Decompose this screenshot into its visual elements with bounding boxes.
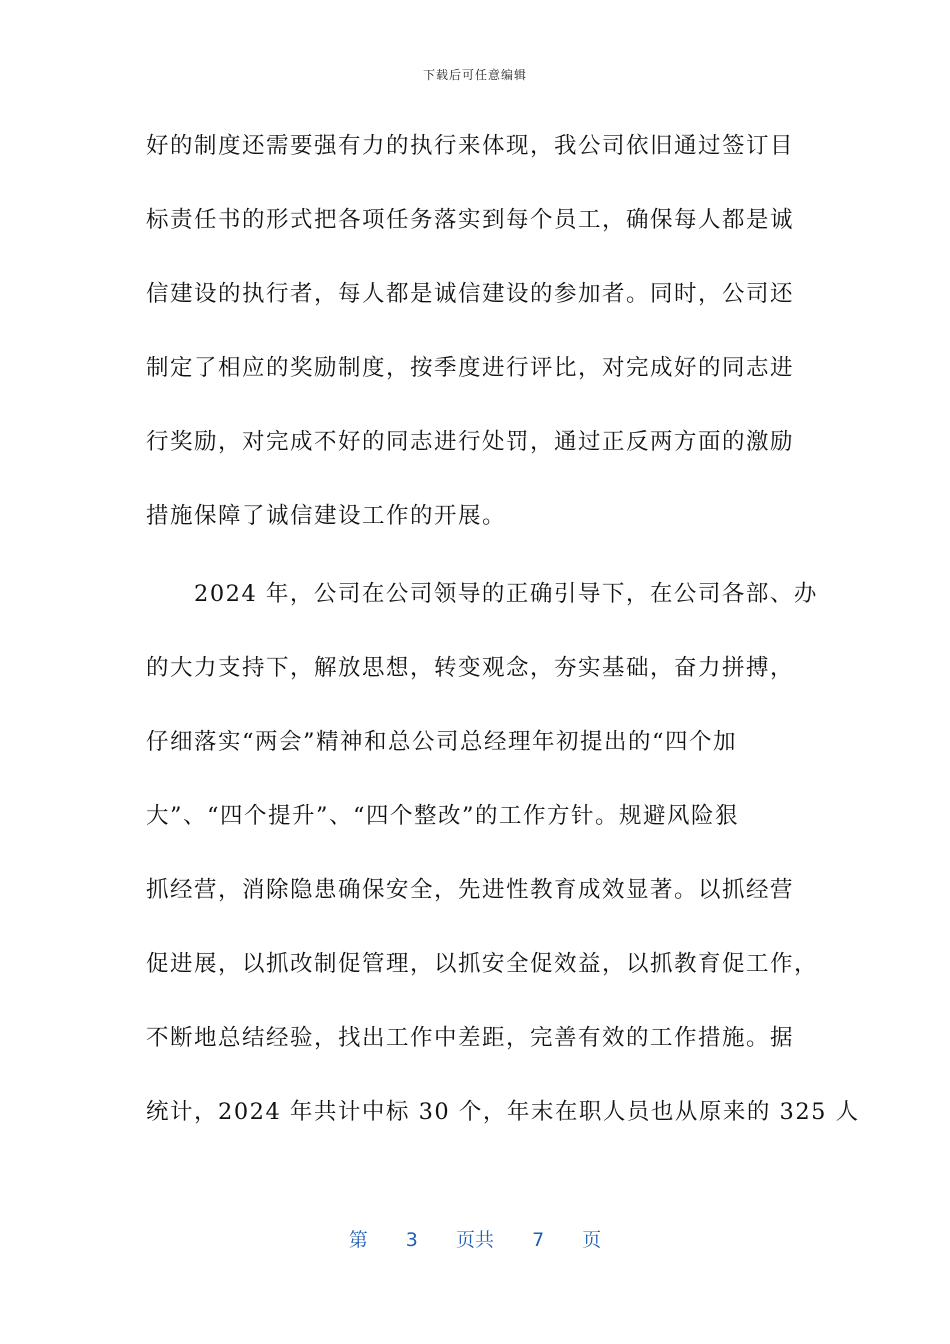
footer-middle: 页共 bbox=[455, 1229, 494, 1251]
total-page-count: 7 bbox=[532, 1229, 545, 1251]
page-footer bbox=[0, 1225, 950, 1252]
text-line: 好的制度还需要强有力的执行来体现，我公司依旧通过签订目 bbox=[146, 133, 795, 159]
page-header: 下载后可任意编辑 bbox=[422, 68, 527, 82]
text-line: 的大力支持下，解放思想，转变观念，夯实基础，奋力拼搏， bbox=[146, 655, 795, 681]
text-line: 抓经营，消除隐患确保安全，先进性教育成效显著。以抓经营 bbox=[146, 877, 795, 903]
text-line: 信建设的执行者，每人都是诚信建设的参加者。同时，公司还 bbox=[146, 281, 795, 307]
footer-prefix: 第 bbox=[348, 1229, 368, 1251]
text-line: 大”、“四个提升”、“四个整改”的工作方针。规避风险狠 bbox=[146, 803, 740, 829]
text-line: 措施保障了诚信建设工作的开展。 bbox=[146, 503, 507, 529]
text-line: 仔细落实“两会”精神和总公司总经理年初提出的“四个加 bbox=[146, 729, 738, 755]
text-line: 制定了相应的奖励制度，按季度进行评比，对完成好的同志进 bbox=[146, 355, 795, 381]
text-line: 促进展，以抓改制促管理，以抓安全促效益，以抓教育促工作， bbox=[146, 951, 819, 977]
text-line: 不断地总结经验，找出工作中差距，完善有效的工作措施。据 bbox=[146, 1025, 795, 1051]
text-line: 统计，2024 年共计中标 30 个，年末在职人员也从原来的 325 人 bbox=[146, 1099, 860, 1125]
text-line: 2024 年，公司在公司领导的正确引导下，在公司各部、办 bbox=[146, 581, 818, 607]
text-line: 行奖励，对完成不好的同志进行处罚，通过正反两方面的激励 bbox=[146, 429, 795, 455]
text-line: 标责任书的形式把各项任务落实到每个员工，确保每人都是诚 bbox=[146, 207, 795, 233]
footer-suffix: 页 bbox=[582, 1229, 602, 1251]
current-page-number: 3 bbox=[405, 1229, 418, 1251]
